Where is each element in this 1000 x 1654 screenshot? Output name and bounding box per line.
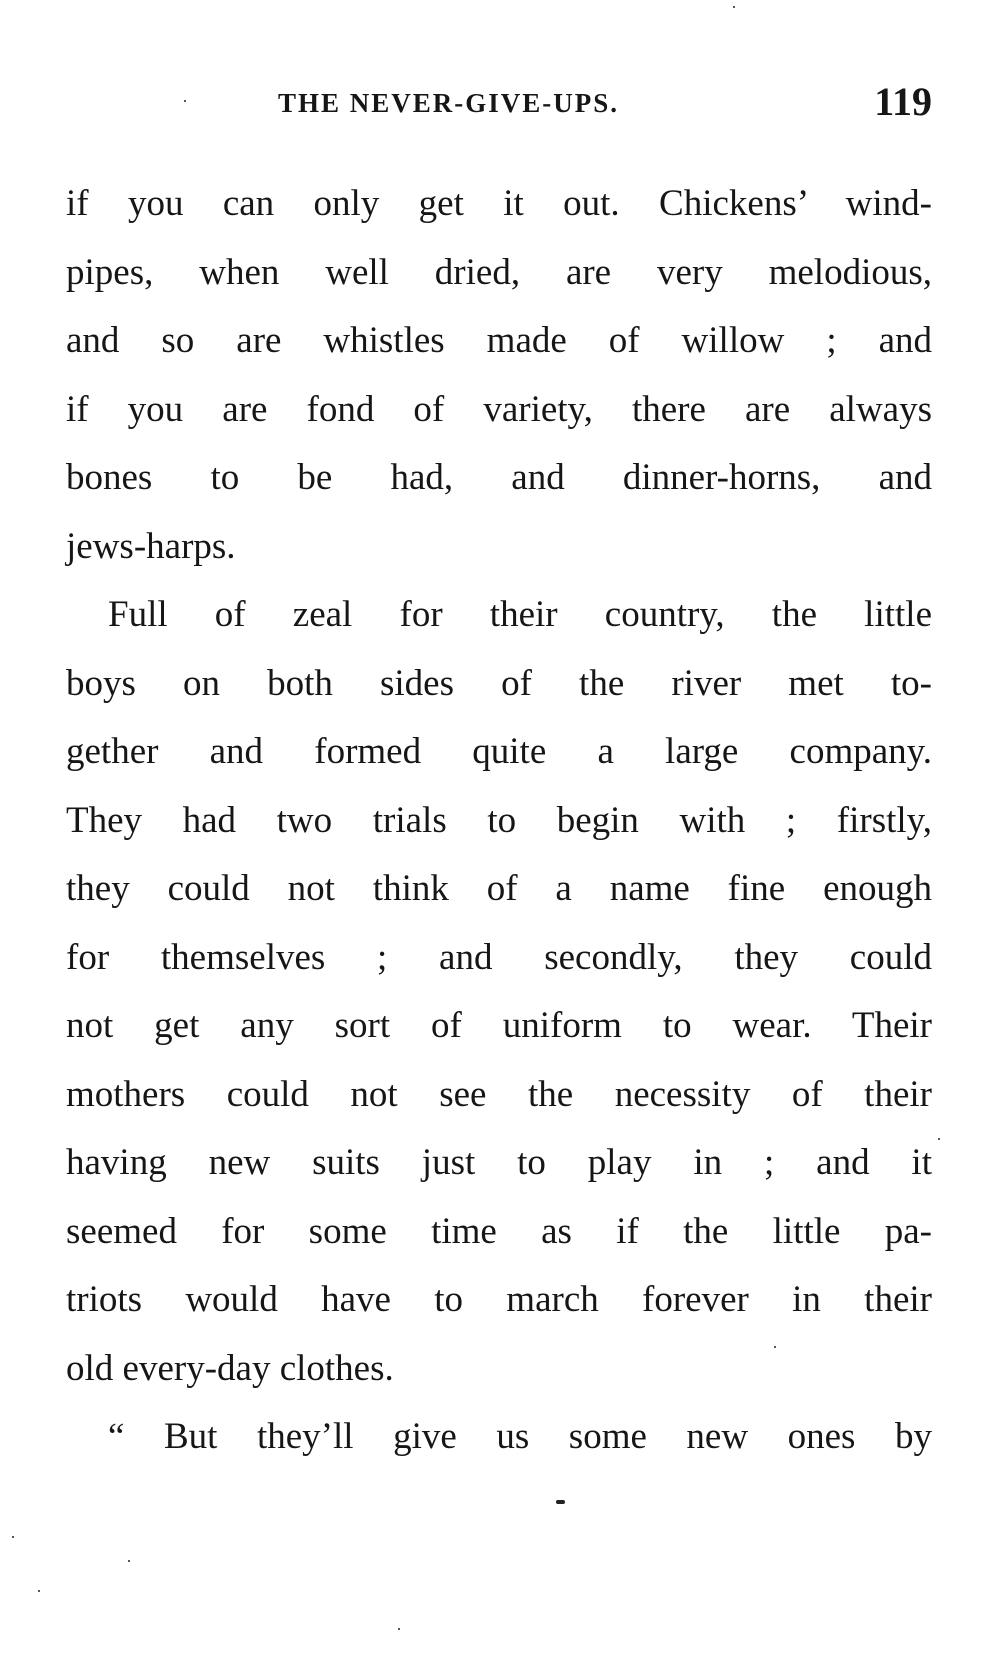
text-line: for themselves ; and secondly, they could xyxy=(66,936,932,978)
scan-speck xyxy=(38,1590,40,1592)
text-line: bones to be had, and dinner-horns, and xyxy=(66,457,932,498)
scan-speck xyxy=(556,1500,565,1504)
text-line: gether and formed quite a large company. xyxy=(66,731,932,772)
scan-speck xyxy=(398,1628,400,1630)
scan-speck xyxy=(184,100,186,102)
text-line: “ But they’ll give us some new ones by xyxy=(108,1416,932,1457)
text-line: seemed for some time as if the little pa- xyxy=(66,1210,932,1252)
body-text xyxy=(66,170,932,1472)
scan-speck xyxy=(733,6,735,8)
page-number: 119 xyxy=(874,79,932,124)
scan-speck xyxy=(774,1346,776,1348)
text-line: if you can only get it out. Chickens’ wind- xyxy=(66,183,932,224)
text-line: They had two trials to begin with ; firstly, xyxy=(66,799,932,841)
text-line: jews-harps. xyxy=(66,525,236,567)
text-line: triots would have to march forever in their xyxy=(66,1279,932,1320)
scan-speck xyxy=(128,1560,130,1562)
text-line: boys on both sides of the river met to- xyxy=(66,662,932,704)
running-title: THE NEVER-GIVE-UPS. xyxy=(278,88,620,118)
text-line: having new suits just to play in ; and it xyxy=(66,1142,932,1183)
running-head xyxy=(66,78,932,128)
text-line: and so are whistles made of willow ; and xyxy=(66,320,932,361)
text-line: if you are fond of variety, there are always xyxy=(66,388,932,430)
scan-speck xyxy=(12,1536,14,1538)
text-line: Full of zeal for their country, the little xyxy=(108,594,932,635)
text-line: pipes, when well dried, are very melodious, xyxy=(66,251,932,293)
text-line: mothers could not see the necessity of their xyxy=(66,1073,932,1115)
text-line: old every-day clothes. xyxy=(66,1347,394,1389)
text-line: not get any sort of uniform to wear. Their xyxy=(66,1005,932,1046)
text-line: they could not think of a name fine enough xyxy=(66,868,932,909)
scan-speck xyxy=(938,1138,940,1140)
